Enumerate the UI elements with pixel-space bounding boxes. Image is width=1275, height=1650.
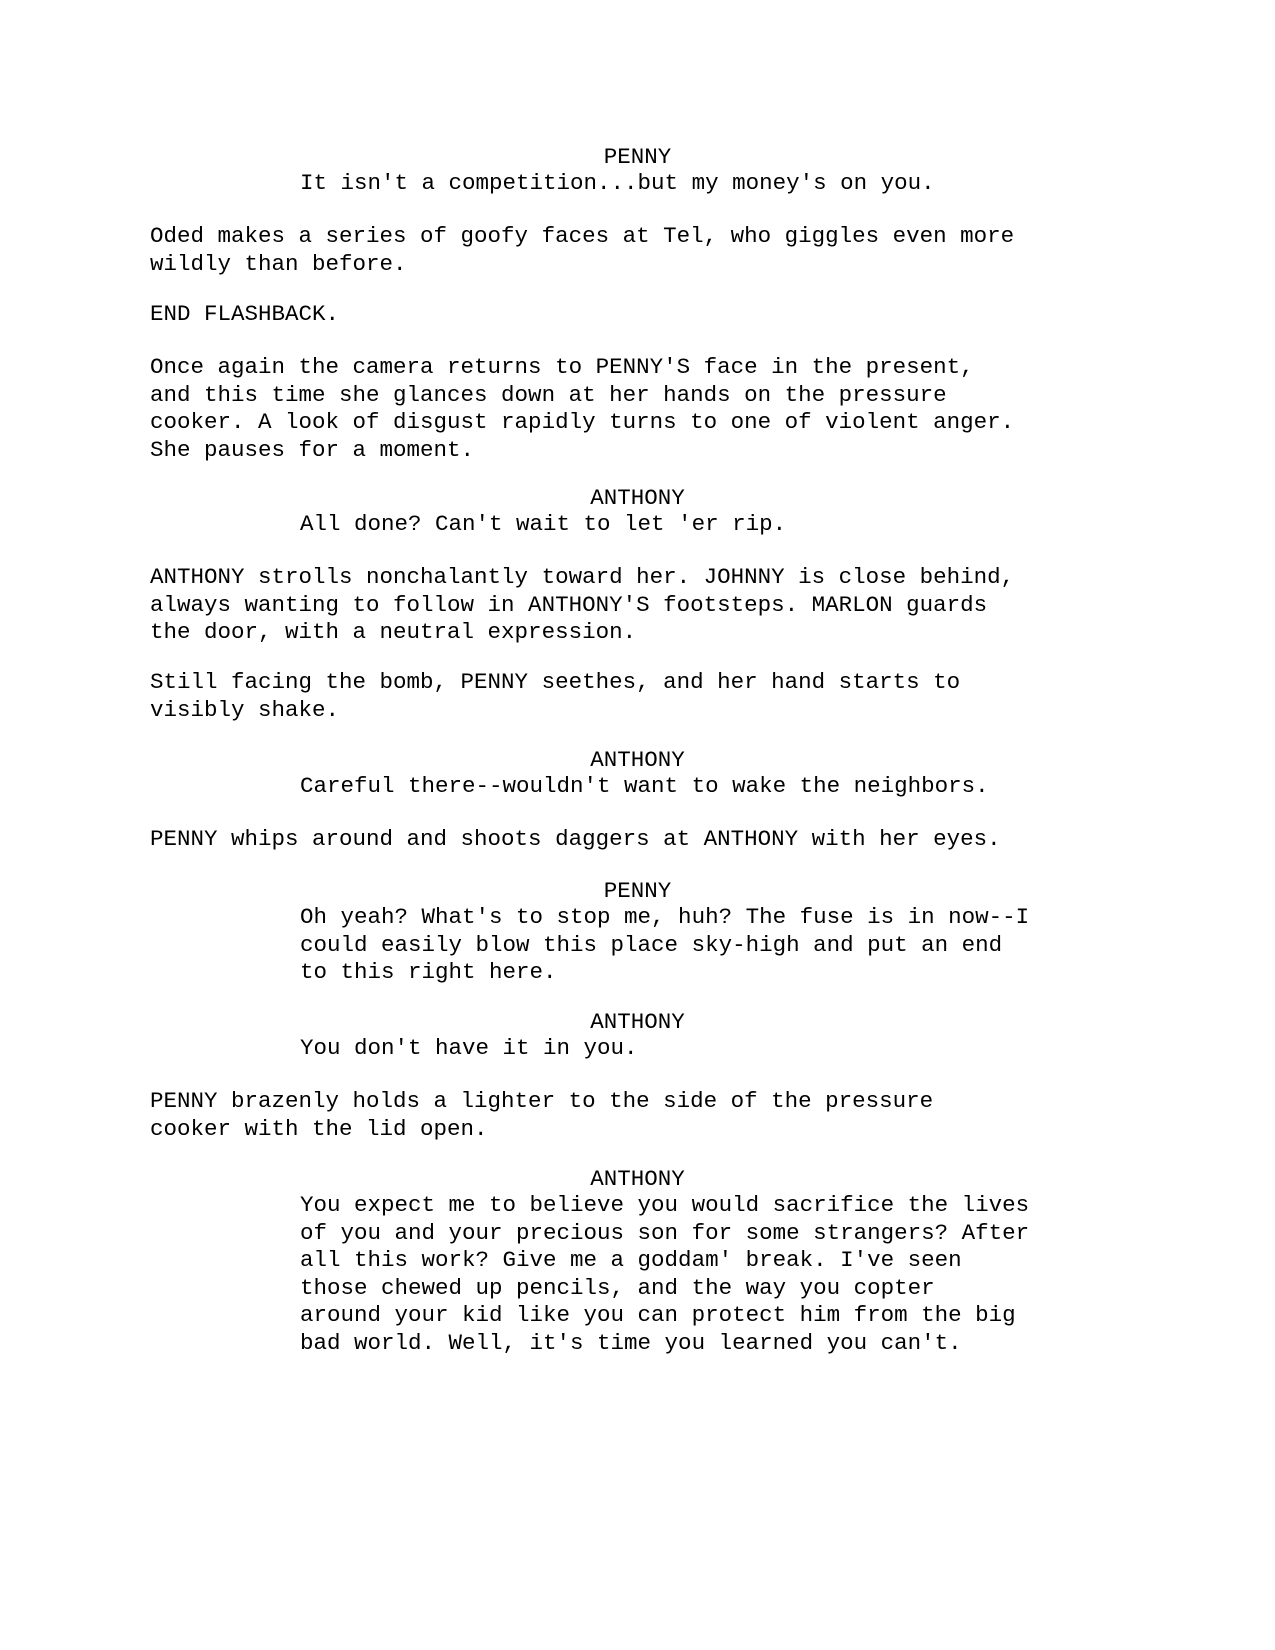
character-name: ANTHONY bbox=[590, 1009, 685, 1035]
dialogue: All done? Can't wait to let 'er rip. bbox=[300, 511, 787, 537]
dialogue: You expect me to believe you would sacrifice the lives of you and your precious son for some strangers? After all this work? Give me a goddam' break. I've seen those chewed up pencils, and the way you copter around your kid like you can protect him from the big bad world. Well, it's time you learned you can't. bbox=[300, 1192, 1030, 1356]
character-name: ANTHONY bbox=[590, 1166, 685, 1192]
character-name: ANTHONY bbox=[590, 747, 685, 773]
dialogue: Careful there--wouldn't want to wake the neighbors. bbox=[300, 773, 989, 799]
dialogue: Oh yeah? What's to stop me, huh? The fuse is in now--I could easily blow this place sky-high and put an end to this right here. bbox=[300, 904, 1030, 985]
dialogue: It isn't a competition...but my money's on you. bbox=[300, 170, 935, 196]
action-line: Oded makes a series of goofy faces at Tel, who giggles even more wildly than before. bbox=[150, 223, 1015, 277]
action-line: ANTHONY strolls nonchalantly toward her. JOHNNY is close behind, always wanting to follow in ANTHONY'S footsteps. MARLON guards the door, with a neutral expression. bbox=[150, 564, 1015, 645]
action-line: PENNY whips around and shoots daggers at ANTHONY with her eyes. bbox=[150, 826, 1001, 852]
action-line: Once again the camera returns to PENNY'S face in the present, and this time she glances down at her hands on the pressure cooker. A look of disgust rapidly turns to one of violent anger. She pauses for a moment. bbox=[150, 354, 1015, 463]
transition-line: END FLASHBACK. bbox=[150, 301, 340, 327]
dialogue: You don't have it in you. bbox=[300, 1035, 638, 1061]
character-name: PENNY bbox=[603, 878, 672, 904]
action-line: PENNY brazenly holds a lighter to the side of the pressure cooker with the lid open. bbox=[150, 1088, 934, 1142]
action-line: Still facing the bomb, PENNY seethes, and her hand starts to visibly shake. bbox=[150, 669, 961, 723]
character-name: ANTHONY bbox=[590, 485, 685, 511]
character-name: PENNY bbox=[603, 144, 672, 170]
